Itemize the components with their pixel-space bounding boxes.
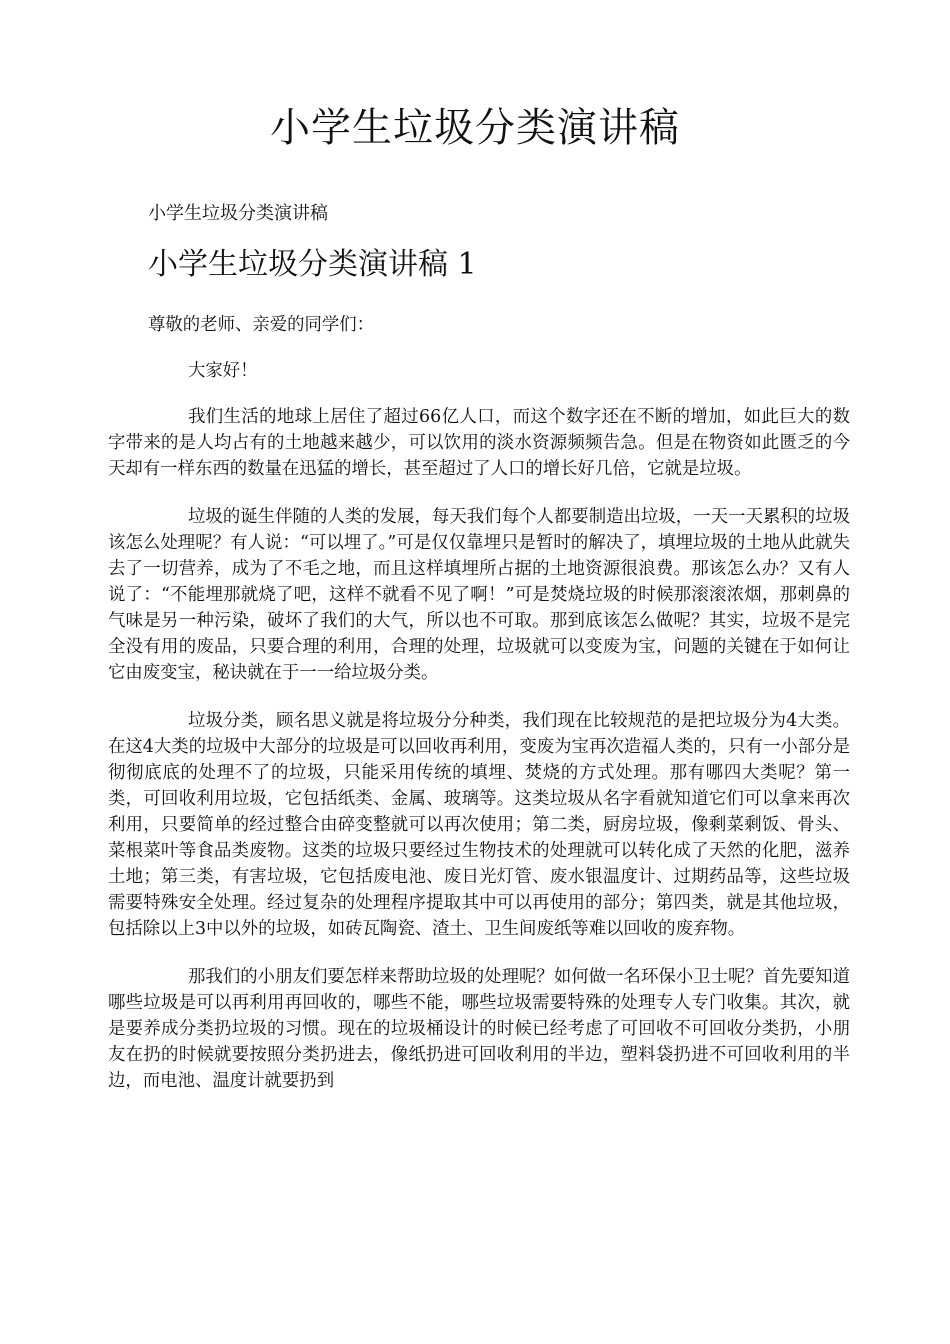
document-body xyxy=(108,312,850,1116)
paragraph: 垃圾分类，顾名思义就是将垃圾分分种类，我们现在比较规范的是把垃圾分为4大类。在这4大类的垃圾中大部分的垃圾是可以回收再利用，变废为宝再次造福人类的，只有一小部分是彻彻底底的处理不了的垃圾，只能采用传统的填埋、焚烧的方式处理。那有哪四大类呢？第一类，可回收利用垃圾，它包括纸类、金属、玻璃等。这类垃圾从名字看就知道它们可以拿来再次利用，只要简单的经过整合由碎变整就可以再次使用；第二类，厨房垃圾，像剩菜剩饭、骨头、菜根菜叶等食品类废物。这类的垃圾只要经过生物技术的处理就可以转化成了天然的化肥，滋养土地；第三类，有害垃圾，它包括废电池、废日光灯管、废水银温度计、过期药品等，这些垃圾需要特殊安全处理。经过复杂的处理程序提取其中可以再使用的部分；第四类，就是其他垃圾，包括除以上3中以外的垃圾，如砖瓦陶瓷、渣土、卫生间废纸等难以回收的废弃物。 xyxy=(108,711,850,939)
paragraph: 那我们的小朋友们要怎样来帮助垃圾的处理呢？如何做一名环保小卫士呢？首先要知道哪些垃圾是可以再利用再回收的，哪些不能，哪些垃圾需要特殊的处理专人专门收集。其次，就是要养成分类扔垃圾的习惯。现在的垃圾桶设计的时候已经考虑了可回收不可回收分类扔，小朋友在扔的时候就要按照分类扔进去，像纸扔进可回收利用的半边，塑料袋扔进不可回收利用的半边，而电池、温度计就要扔到 xyxy=(108,967,850,1091)
document-subtitle: 小学生垃圾分类演讲稿 xyxy=(148,203,328,224)
document-title: 小学生垃圾分类演讲稿 xyxy=(270,105,680,151)
salutation: 尊敬的老师、亲爱的同学们： xyxy=(148,315,375,335)
greeting: 大家好！ xyxy=(188,361,258,381)
paragraph: 垃圾的诞生伴随的人类的发展，每天我们每个人都要制造出垃圾，一天一天累积的垃圾该怎么处理呢？有人说：“可以埋了。”可是仅仅靠埋只是暂时的解决了，填埋垃圾的土地从此就失去了一切营养，成为了不毛之地，而且这样填埋所占据的土地资源很浪费。那该怎么办？又有人说了：“不能埋那就烧了吧，这样不就看不见了啊！”可是焚烧垃圾的时候那滚滚浓烟，那刺鼻的气味是另一种污染，破坏了我们的大气，所以也不可取。那到底该怎么做呢？其实，垃圾不是完全没有用的废品，只要合理的利用，合理的处理，垃圾就可以变废为宝，问题的关键在于如何让它由废变宝，秘诀就在于一一给垃圾分类。 xyxy=(108,507,850,683)
section-heading: 小学生垃圾分类演讲稿 1 xyxy=(148,247,477,282)
paragraph: 我们生活的地球上居住了超过66亿人口，而这个数字还在不断的增加，如此巨大的数字带来的是人均占有的土地越来越少，可以饮用的淡水资源频频告急。但是在物资如此匮乏的今天却有一样东西的数量在迅猛的增长，甚至超过了人口的增长好几倍，它就是垃圾。 xyxy=(108,407,850,479)
